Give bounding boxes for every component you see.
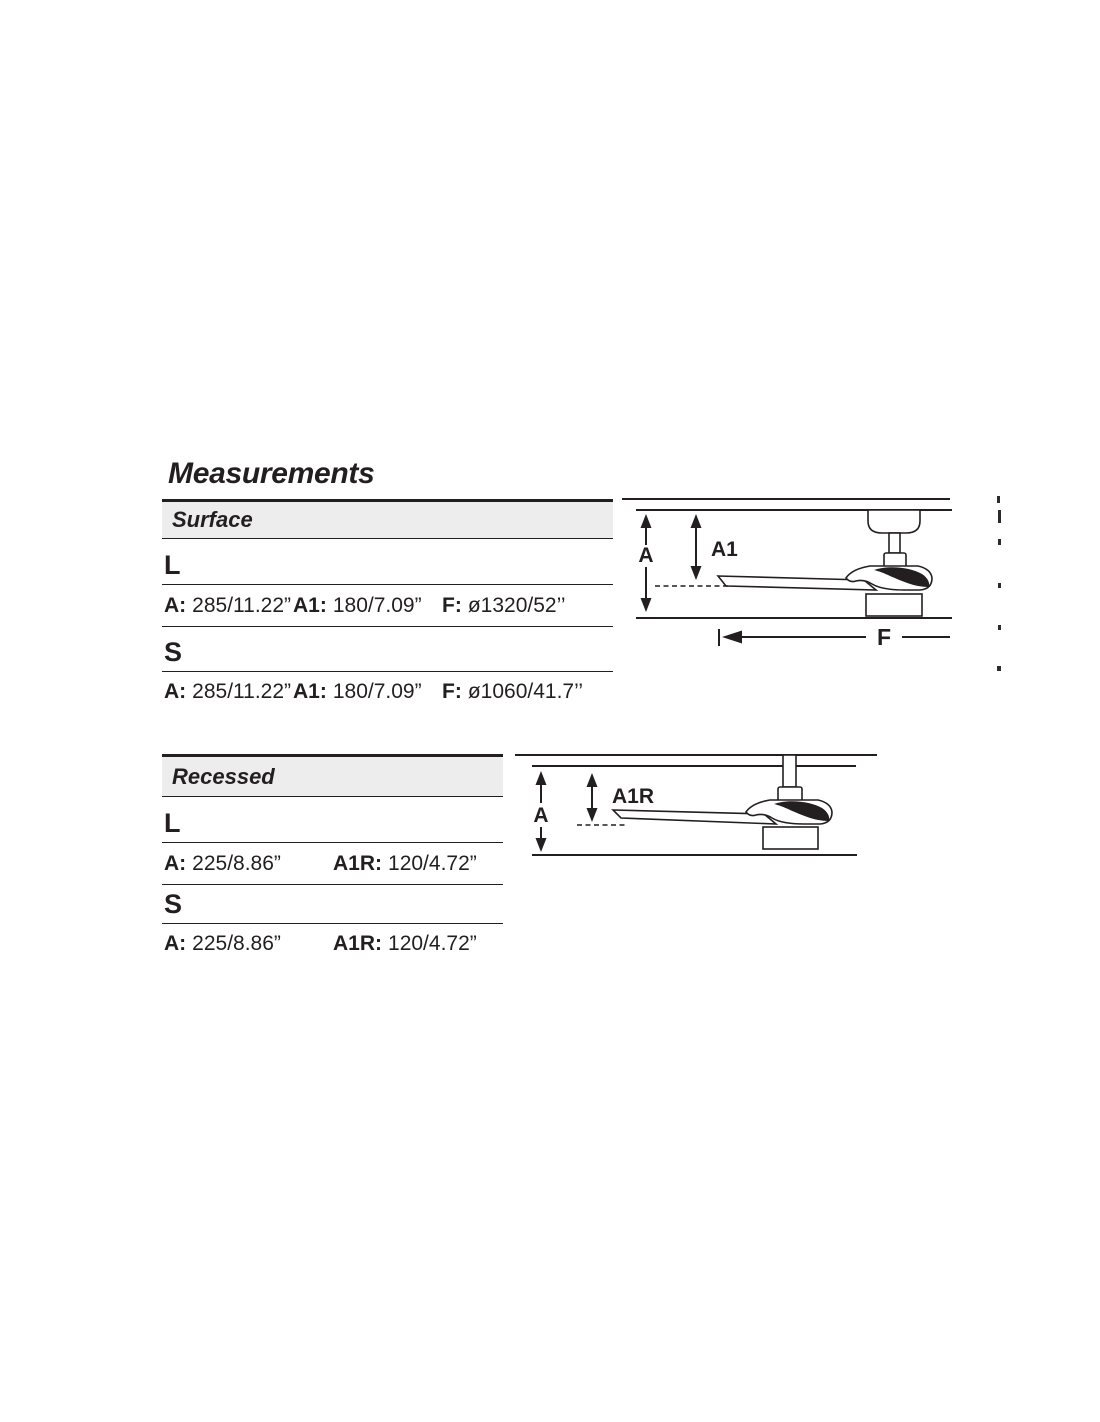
recessed-variant-row-l (162, 797, 503, 843)
dimension-label-a1: A1 (711, 538, 738, 561)
measurement-a1 (293, 594, 422, 618)
recessed-mount-diagram (515, 748, 883, 863)
variant-label: L (164, 807, 181, 838)
cropped-text-fragment (998, 625, 1001, 630)
measurement-value: 180/7.09” (332, 593, 422, 617)
dimension-arrow-a (638, 514, 653, 612)
measurement-label: A: (164, 851, 187, 875)
measurement-value: 120/4.72” (388, 932, 477, 955)
recessed-measurements-table (162, 754, 503, 964)
measurement-a (164, 594, 291, 618)
measurement-value: 285/11.22” (192, 593, 292, 617)
variant-label: L (164, 549, 181, 580)
measurement-label: A1R: (333, 932, 383, 955)
surface-variant-row-l (162, 539, 613, 585)
surface-section-header-label: Surface (172, 507, 253, 532)
measurement-a1r (333, 932, 477, 956)
dimension-arrow-a (533, 771, 548, 852)
dimension-label-f: F (876, 624, 892, 650)
cropped-text-fragment (998, 539, 1001, 545)
cropped-text-fragment (998, 583, 1001, 588)
recessed-section-header (162, 757, 503, 797)
measurement-a (164, 932, 281, 956)
measurement-label: A1: (293, 593, 327, 617)
measurement-label: F: (442, 680, 462, 703)
dimension-label-a1r: A1R (612, 785, 655, 808)
measurement-label: A1: (293, 680, 327, 703)
measurement-label: A: (164, 680, 187, 703)
dimension-label-a: A (533, 804, 549, 827)
fan-downrod (889, 533, 900, 553)
measurement-f (442, 680, 583, 704)
measurement-a (164, 680, 291, 704)
recessed-values-row-l (162, 843, 503, 885)
measurement-f (442, 594, 566, 618)
variant-label: S (164, 636, 183, 667)
measurement-value: ø1060/41.7’’ (467, 680, 584, 703)
cropped-text-fragment (997, 666, 1001, 671)
measurement-value: 225/8.86” (192, 851, 281, 875)
measurement-a1 (293, 680, 422, 704)
fan-light-kit (763, 827, 818, 849)
measurement-label: A: (164, 593, 187, 617)
measurement-value: 225/8.86” (192, 932, 281, 955)
recessed-variant-row-s (162, 885, 503, 924)
page-title: Measurements (168, 457, 375, 490)
surface-values-row-l (162, 585, 613, 627)
measurement-value: ø1320/52’’ (467, 593, 566, 617)
surface-measurements-table (162, 499, 613, 712)
fan-light-kit (866, 594, 922, 616)
measurement-value: 120/4.72” (388, 851, 477, 875)
fan-downrod (783, 755, 796, 787)
surface-values-row-s (162, 672, 613, 712)
measurement-value: 285/11.22” (192, 680, 292, 703)
dimension-arrow-f (719, 624, 950, 650)
surface-mount-diagram (618, 490, 963, 658)
measurement-label: F: (442, 593, 462, 617)
measurement-label: A: (164, 932, 187, 955)
recessed-section-header-label: Recessed (172, 763, 275, 789)
measurement-a1r (333, 852, 477, 876)
variant-label: S (164, 888, 183, 919)
surface-variant-row-s (162, 627, 613, 672)
surface-section-header (162, 502, 613, 539)
dimension-label-a: A (638, 544, 654, 567)
recessed-values-row-s (162, 924, 503, 964)
dimension-arrow-a1 (691, 514, 739, 580)
fan-canopy (868, 510, 920, 533)
measurement-value: 180/7.09” (332, 680, 422, 703)
measurement-label: A1R: (333, 851, 383, 875)
cropped-text-fragment (997, 496, 1000, 503)
cropped-text-fragment (998, 510, 1001, 523)
measurement-a (164, 852, 281, 876)
